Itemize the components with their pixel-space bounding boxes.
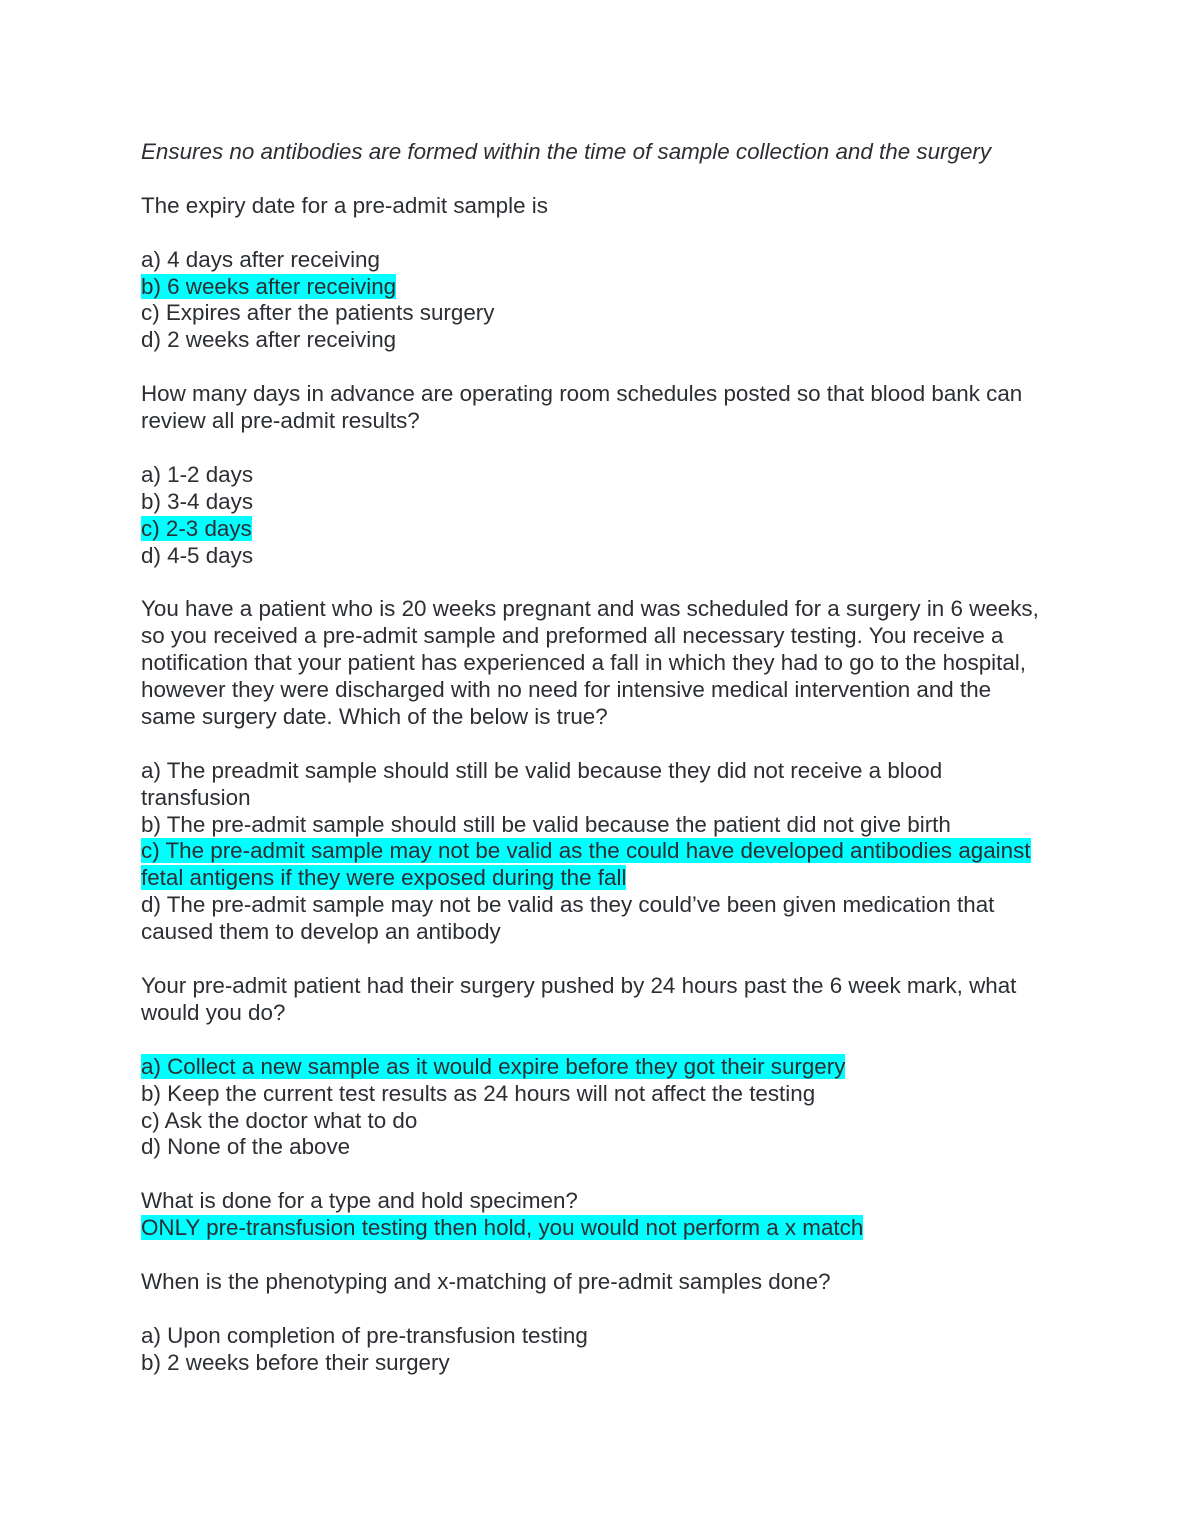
option-4a-highlighted: a) Collect a new sample as it would expire before they got their surgery: [141, 1053, 846, 1079]
question-4-options: [141, 1054, 1041, 1162]
option-1c: c) Expires after the patients surgery: [141, 300, 495, 326]
intro-answer: Ensures no antibodies are formed within the time of sample collection and the surgery: [141, 139, 992, 164]
document-page: [141, 139, 1041, 1377]
question-5-text: What is done for a type and hold specimen?: [141, 1188, 578, 1214]
option-6b: b) 2 weeks before their surgery: [141, 1349, 450, 1375]
question-3-text: You have a patient who is 20 weeks pregnant and was scheduled for a surgery in 6 weeks, so you received a pre-admit sample and preformed all necessary testing. You receive a notification that your patient has experienced a fall in which they had to go to the hospital, however they were discharged with no need for intensive medical intervention and the same surgery date. Which of the below is true?: [141, 596, 1039, 729]
option-4c: c) Ask the doctor what to do: [141, 1107, 418, 1133]
option-1d: d) 2 weeks after receiving: [141, 327, 397, 353]
question-1-options: [141, 247, 1041, 355]
question-4-text: Your pre-admit patient had their surgery pushed by 24 hours past the 6 week mark, what would you do?: [141, 972, 1017, 1025]
option-3c-highlighted: c) The pre-admit sample may not be valid as the could have developed antibodies against fetal antigens if they were exposed during the fall: [141, 838, 1031, 891]
option-6a: a) Upon completion of pre-transfusion testing: [141, 1322, 588, 1348]
option-3b: b) The pre-admit sample should still be valid because the patient did not give birth: [141, 811, 951, 837]
question-6-text: When is the phenotyping and x-matching of pre-admit samples done?: [141, 1268, 831, 1294]
option-4d: d) None of the above: [141, 1134, 351, 1160]
question-2-text: How many days in advance are operating room schedules posted so that blood bank can review all pre-admit results?: [141, 381, 1023, 434]
option-2b: b) 3-4 days: [141, 488, 254, 514]
option-1a: a) 4 days after receiving: [141, 246, 380, 272]
option-1b-highlighted: b) 6 weeks after receiving: [141, 273, 397, 299]
option-3a: a) The preadmit sample should still be valid because they did not receive a blood transfusion: [141, 757, 943, 810]
option-3d: d) The pre-admit sample may not be valid as they could’ve been given medication that caused them to develop an antibody: [141, 892, 995, 945]
question-1-text: The expiry date for a pre-admit sample is: [141, 192, 548, 218]
question-5-answer-highlighted: ONLY pre-transfusion testing then hold, you would not perform a x match: [141, 1215, 864, 1241]
option-4b: b) Keep the current test results as 24 hours will not affect the testing: [141, 1080, 816, 1106]
question-2-options: [141, 462, 1041, 570]
option-2a: a) 1-2 days: [141, 461, 254, 487]
question-6-options: [141, 1323, 1041, 1377]
question-3-options: [141, 758, 1041, 946]
option-2d: d) 4-5 days: [141, 542, 254, 568]
option-2c-highlighted: c) 2-3 days: [141, 515, 252, 541]
